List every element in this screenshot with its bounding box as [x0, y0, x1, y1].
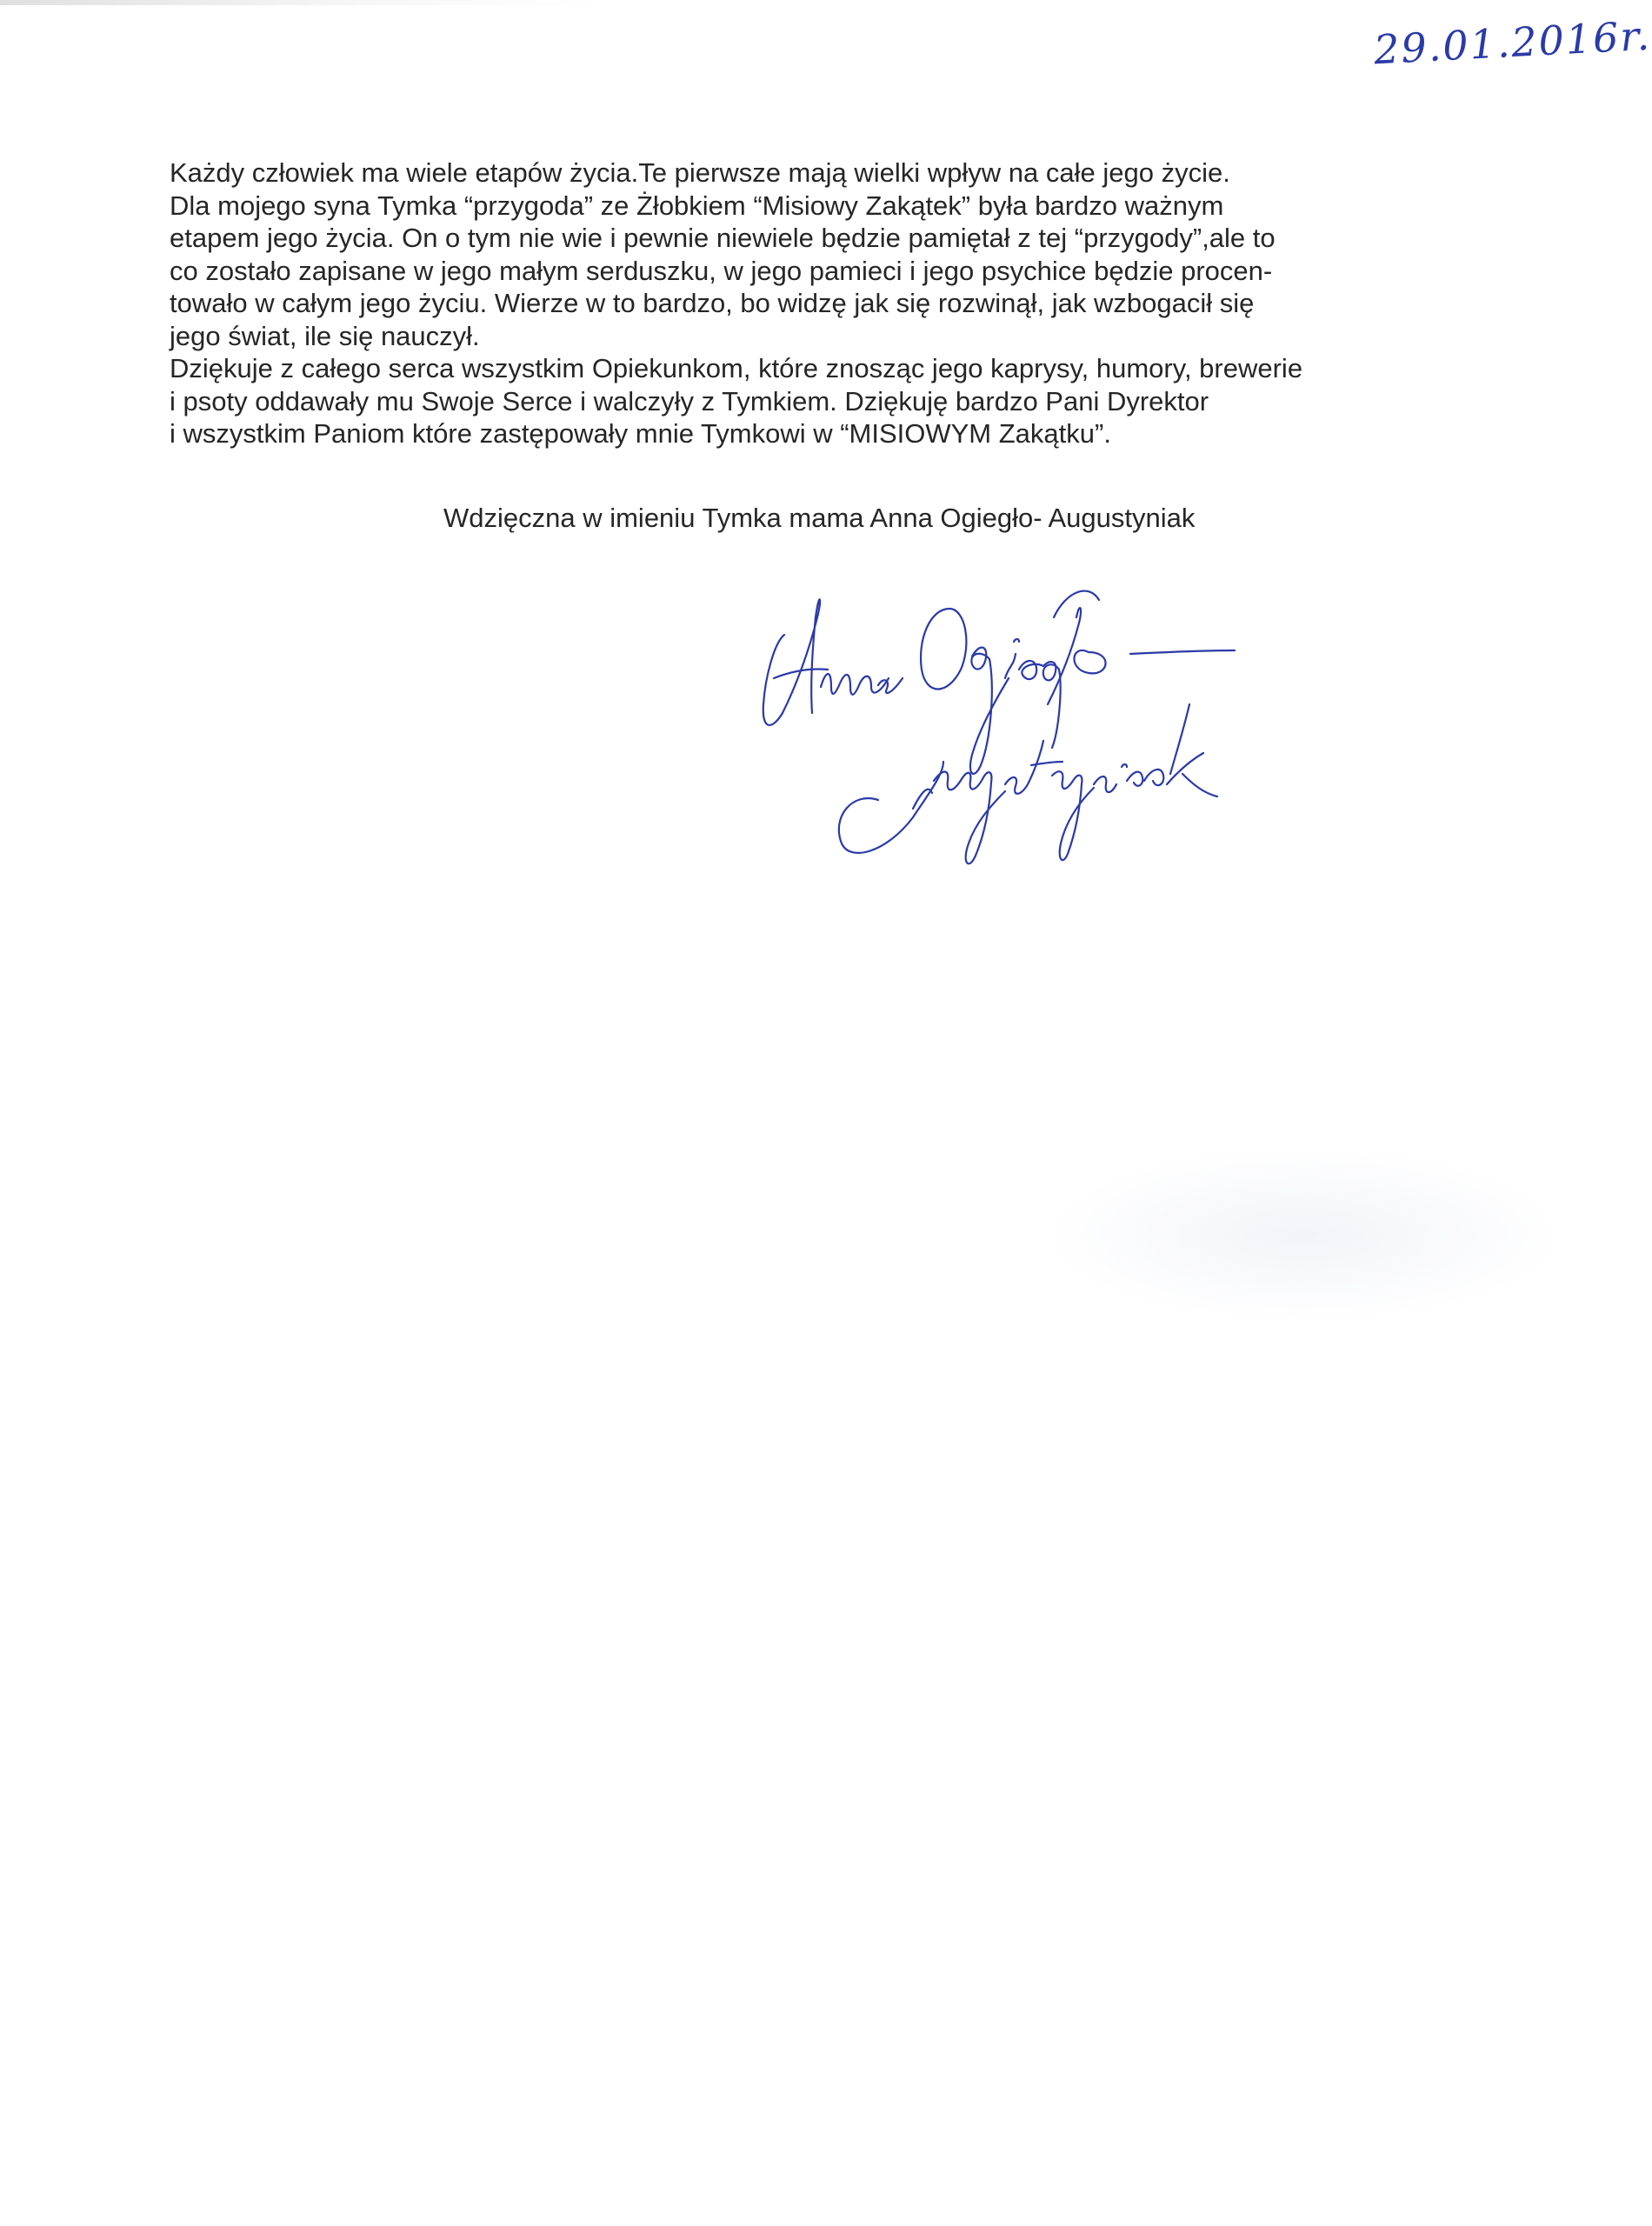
- letter-line: Dziękuje z całego serca wszystkim Opiekunkom, które znosząc jego kaprysy, humory, brewerie: [170, 353, 1303, 383]
- letter-body: [170, 157, 1439, 450]
- letter-line: jego świat, ile się nauczył.: [170, 320, 480, 351]
- letter-line: i wszystkim Paniom które zastępowały mnie Tymkowi w “MISIOWYM Zakątku”.: [170, 418, 1111, 449]
- letter-line: Każdy człowiek ma wiele etapów życia.Te pierwsze mają wielki wpływ na całe jego życie.: [170, 157, 1230, 188]
- letter-line: towało w całym jego życiu. Wierze w to bardzo, bo widzę jak się rozwinął, jak wzbogacił się: [170, 288, 1255, 318]
- letter-line: etapem jego życia. On o tym nie wie i pewnie niewiele będzie pamiętał z tej “przygody”,ale to: [170, 223, 1276, 253]
- letter-line: Dla mojego syna Tymka “przygoda” ze Żłobkiem “Misiowy Zakątek” była bardzo ważnym: [170, 190, 1224, 221]
- scan-edge-shadow: [0, 0, 609, 5]
- letter-line: co zostało zapisane w jego małym serduszku, w jego pamieci i jego psychice będzie procen-: [170, 255, 1273, 286]
- handwritten-signature: [748, 556, 1322, 870]
- handwritten-date: 29.01.2016r.: [1372, 11, 1652, 74]
- letter-line: i psoty oddawały mu Swoje Serce i walczyły z Tymkiem. Dziękuję bardzo Pani Dyrektor: [170, 385, 1209, 417]
- scan-smudge: [1043, 1148, 1565, 1322]
- letter-closing: Wdzięczna w imieniu Tymka mama Anna Ogiegło- Augustyniak: [443, 503, 1196, 533]
